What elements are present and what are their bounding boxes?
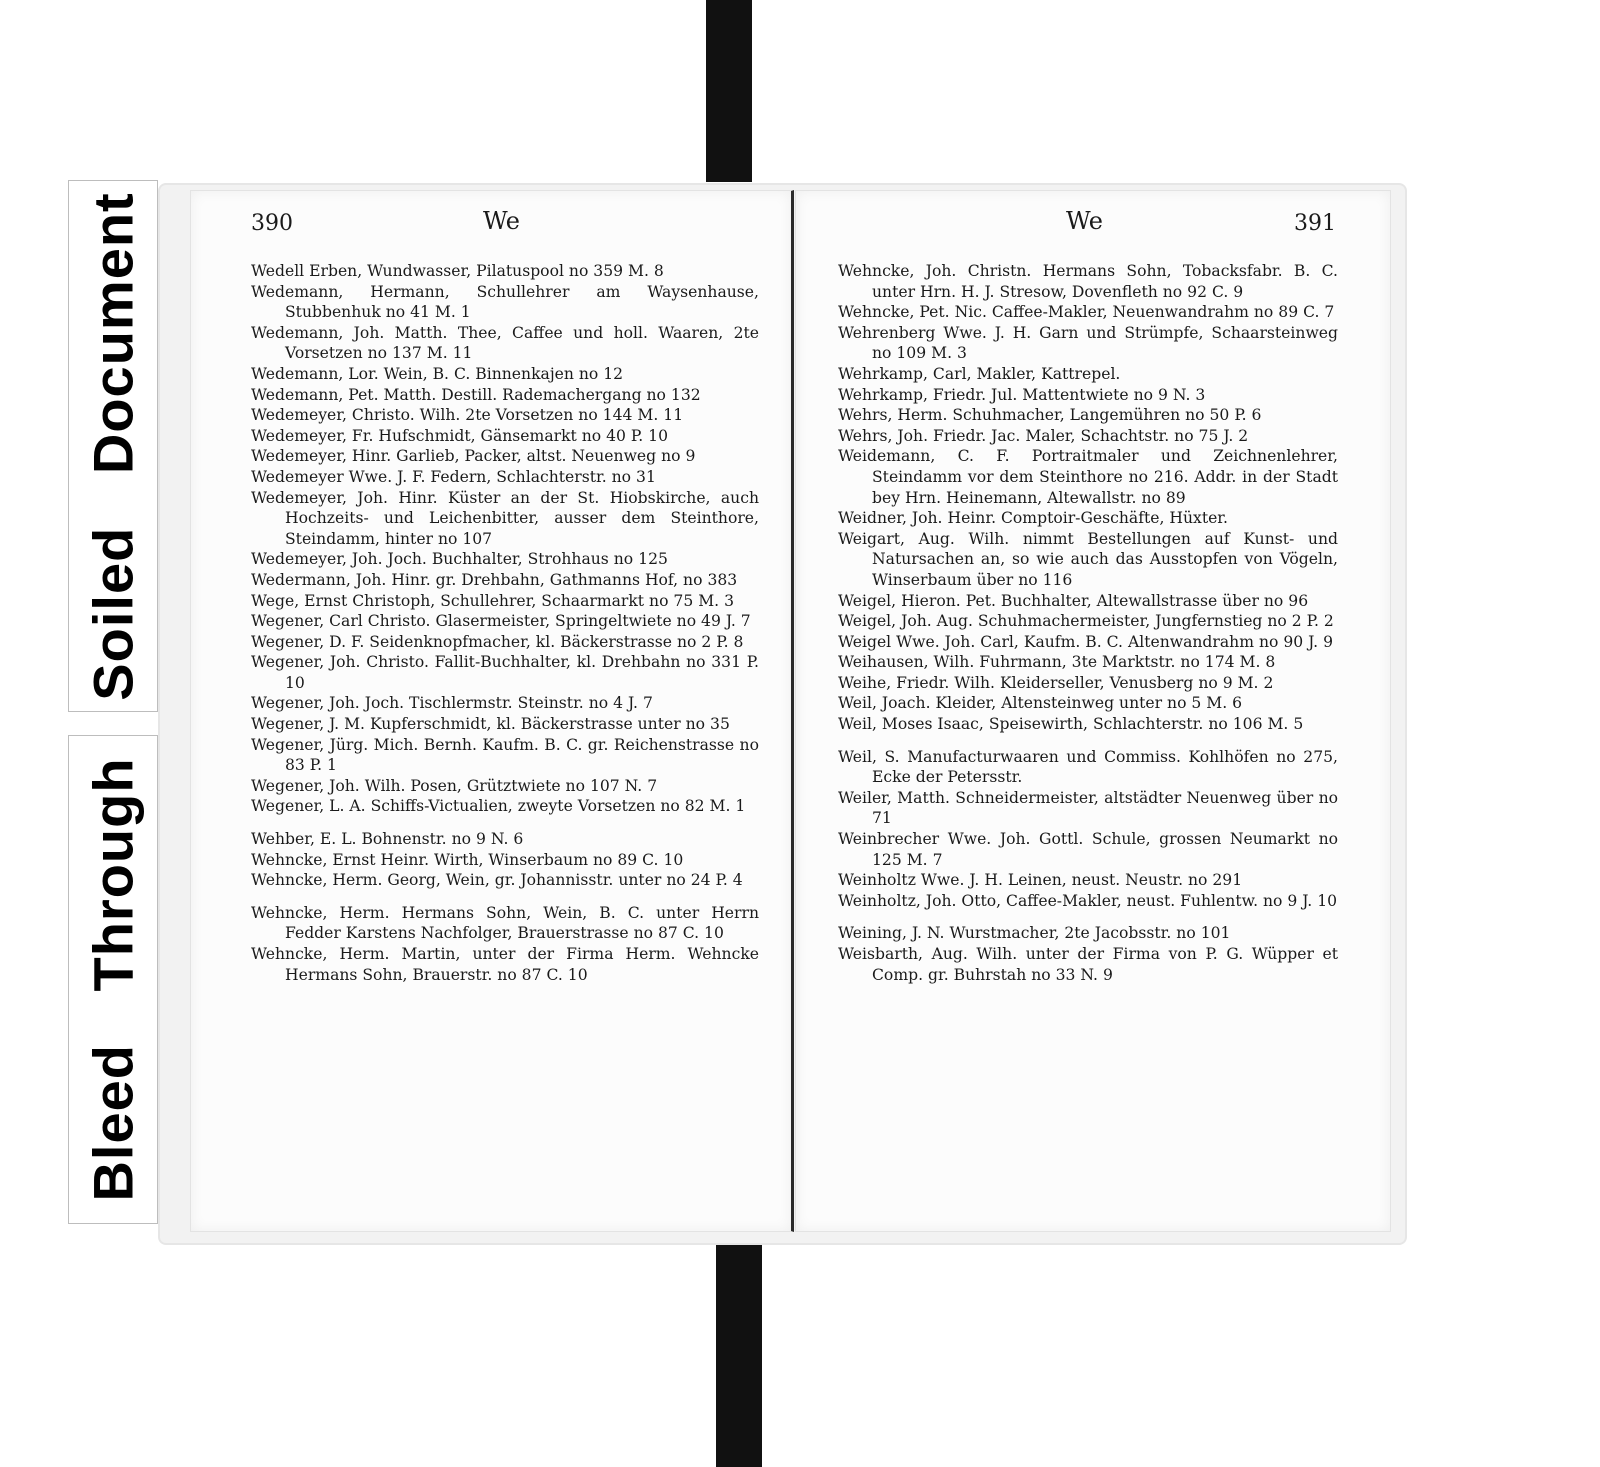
right-page-header: We <box>1066 207 1103 235</box>
directory-entry: Wegener, Joh. Wilh. Posen, Grütztwiete no 107 N. 7 <box>251 776 658 795</box>
directory-entry: Wehber, E. L. Bohnenstr. no 9 N. 6 <box>251 830 524 849</box>
directory-entry: Wedemeyer, Christo. Wilh. 2te Vorsetzen no 144 M. 11 <box>251 406 684 425</box>
directory-entry: Wegener, J. M. Kupferschmidt, kl. Bäckerstrasse unter no 35 <box>251 715 730 734</box>
directory-entry: Wegener, L. A. Schiffs-Victualien, zweyte Vorsetzen no 82 M. 1 <box>251 797 746 816</box>
directory-entry: Wedemann, Joh. Matth. Thee, Caffee und holl. Waaren, 2te Vorsetzen no 137 M. 11 <box>251 323 759 363</box>
directory-entry: Wedemann, Pet. Matth. Destill. Rademachergang no 132 <box>251 385 701 404</box>
directory-entry: Weil, Moses Isaac, Speisewirth, Schlachterstr. no 106 M. 5 <box>838 715 1304 734</box>
right-entry-list <box>838 261 1338 985</box>
directory-entry: Wehncke, Herm. Georg, Wein, gr. Johannisstr. unter no 24 P. 4 <box>251 871 743 890</box>
directory-entry: Wehrkamp, Friedr. Jul. Mattentwiete no 9 N. 3 <box>838 385 1206 404</box>
label-word-through: Through <box>81 757 145 992</box>
left-page <box>190 190 794 1232</box>
label-word-bleed: Bleed <box>81 1044 145 1202</box>
directory-entry: Wegener, Jürg. Mich. Bernh. Kaufm. B. C. gr. Reichenstrasse no 83 P. 1 <box>251 735 759 775</box>
right-page <box>795 190 1391 1232</box>
label-word-soiled: Soiled <box>81 526 145 701</box>
directory-entry: Wege, Ernst Christoph, Schullehrer, Schaarmarkt no 75 M. 3 <box>251 591 735 610</box>
directory-entry: Weinholtz Wwe. J. H. Leinen, neust. Neustr. no 291 <box>838 871 1243 890</box>
directory-entry: Wehrkamp, Carl, Makler, Kattrepel. <box>838 364 1121 383</box>
directory-entry: Weigart, Aug. Wilh. nimmt Bestellungen auf Kunst- und Natursachen an, so wie auch das Ausstopfen von Vögeln, Winserbaum über no 116 <box>838 529 1338 589</box>
directory-entry: Weil, S. Manufacturwaaren und Commiss. Kohlhöfen no 275, Ecke der Petersstr. <box>838 747 1338 787</box>
directory-entry: Weihausen, Wilh. Fuhrmann, 3te Marktstr. no 174 M. 8 <box>838 653 1276 672</box>
directory-entry: Weining, J. N. Wurstmacher, 2te Jacobsstr. no 101 <box>838 924 1231 943</box>
directory-entry: Wedemeyer, Hinr. Garlieb, Packer, altst. Neuenweg no 9 <box>251 447 696 466</box>
directory-entry: Wedell Erben, Wundwasser, Pilatuspool no 359 M. 8 <box>251 262 664 280</box>
directory-entry: Wehrs, Herm. Schuhmacher, Langemühren no 50 P. 6 <box>838 406 1262 425</box>
directory-entry: Wehncke, Herm. Hermans Sohn, Wein, B. C. unter Herrn Fedder Karstens Nachfolger, Brauerstrasse no 87 C. 10 <box>251 903 759 943</box>
directory-entry: Weidemann, C. F. Portraitmaler und Zeichnenlehrer, Steindamm vor dem Steinthore no 216. Addr. in der Stadt bey Hrn. Heinemann, Altewallstr. no 89 <box>838 447 1338 507</box>
directory-entry: Weidner, Joh. Heinr. Comptoir-Geschäfte, Hüxter. <box>838 509 1229 528</box>
directory-entry: Wegener, D. F. Seidenknopfmacher, kl. Bäckerstrasse no 2 P. 8 <box>251 632 744 651</box>
directory-entry: Wehrs, Joh. Friedr. Jac. Maler, Schachtstr. no 75 J. 2 <box>838 426 1249 445</box>
directory-entry: Weigel, Joh. Aug. Schuhmachermeister, Jungfernstieg no 2 P. 2 <box>838 612 1334 631</box>
left-entry-list <box>251 261 759 985</box>
directory-entry: Wehncke, Pet. Nic. Caffee-Makler, Neuenwandrahm no 89 C. 7 <box>838 303 1335 322</box>
directory-entry: Weigel, Hieron. Pet. Buchhalter, Altewallstrasse über no 96 <box>838 591 1309 610</box>
bleed-through-label <box>68 735 158 1224</box>
directory-entry: Wegener, Carl Christo. Glasermeister, Springeltwiete no 49 J. 7 <box>251 612 751 631</box>
directory-entry: Wedemeyer, Joh. Joch. Buchhalter, Strohhaus no 125 <box>251 550 668 569</box>
right-page-number: 391 <box>1294 211 1336 236</box>
directory-entry: Wehncke, Herm. Martin, unter der Firma Herm. Wehncke Hermans Sohn, Brauerstr. no 87 C. 10 <box>251 945 759 984</box>
entry-gap <box>838 735 1338 747</box>
directory-entry: Weihe, Friedr. Wilh. Kleiderseller, Venusberg no 9 M. 2 <box>838 673 1274 692</box>
directory-entry: Wedemeyer, Fr. Hufschmidt, Gänsemarkt no 40 P. 10 <box>251 426 669 445</box>
directory-entry: Weisbarth, Aug. Wilh. unter der Firma von P. G. Wüpper et Comp. gr. Buhrstah no 33 N. 9 <box>838 945 1338 984</box>
directory-entry: Wedemann, Lor. Wein, B. C. Binnenkajen no 12 <box>251 364 624 383</box>
directory-entry: Wedemann, Hermann, Schullehrer am Waysenhause, Stubbenhuk no 41 M. 1 <box>251 282 759 322</box>
binding-strap-bottom <box>716 1232 762 1467</box>
directory-entry: Wegener, Joh. Christo. Fallit-Buchhalter, kl. Drehbahn no 331 P. 10 <box>251 653 759 692</box>
soiled-document-label <box>68 180 158 712</box>
entry-gap <box>838 911 1338 923</box>
directory-entry: Wehncke, Joh. Christn. Hermans Sohn, Tobacksfabr. B. C. unter Hrn. H. J. Stresow, Dovenfleth no 92 C. 9 <box>838 262 1338 301</box>
directory-entry: Wedemeyer Wwe. J. F. Federn, Schlachterstr. no 31 <box>251 467 656 486</box>
directory-entry: Weinbrecher Wwe. Joh. Gottl. Schule, grossen Neumarkt no 125 M. 7 <box>838 830 1338 869</box>
directory-entry: Weiler, Matth. Schneidermeister, altstädter Neuenweg über no 71 <box>838 788 1338 828</box>
directory-entry: Weil, Joach. Kleider, Altensteinweg unter no 5 M. 6 <box>838 694 1243 713</box>
directory-entry: Wegener, Joh. Joch. Tischlermstr. Steinstr. no 4 J. 7 <box>251 694 653 713</box>
binding-strap-top <box>706 0 752 182</box>
directory-entry: Wehncke, Ernst Heinr. Wirth, Winserbaum no 89 C. 10 <box>251 850 684 869</box>
label-word-document: Document <box>81 191 145 474</box>
left-page-number: 390 <box>251 211 293 236</box>
directory-entry: Wedemeyer, Joh. Hinr. Küster an der St. Hiobskirche, auch Hochzeits- und Leichenbitter, ausser dem Steinthore, Steindamm, hinter no 107 <box>251 488 759 548</box>
directory-entry: Weigel Wwe. Joh. Carl, Kaufm. B. C. Altenwandrahm no 90 J. 9 <box>838 632 1334 651</box>
left-page-header: We <box>483 207 520 235</box>
entry-gap <box>251 817 759 829</box>
entry-gap <box>251 891 759 903</box>
directory-entry: Wehrenberg Wwe. J. H. Garn und Strümpfe, Schaarsteinweg no 109 M. 3 <box>838 323 1338 363</box>
directory-entry: Wedermann, Joh. Hinr. gr. Drehbahn, Gathmanns Hof, no 383 <box>251 570 738 589</box>
directory-entry: Weinholtz, Joh. Otto, Caffee-Makler, neust. Fuhlentw. no 9 J. 10 <box>838 891 1338 910</box>
